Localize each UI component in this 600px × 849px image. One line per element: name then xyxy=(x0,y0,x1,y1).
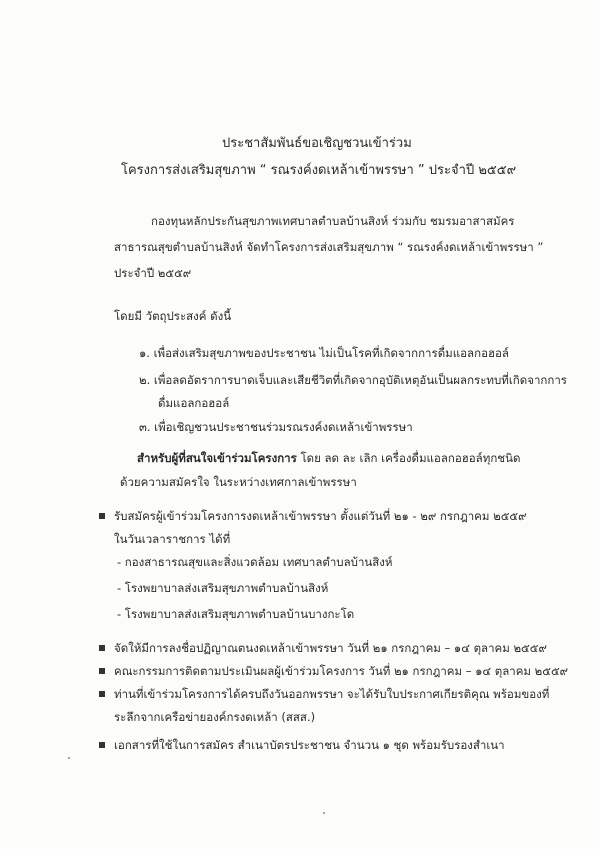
bullet-certificate-cont: ระลึกจากเครือข่ายองค์กรงดเหล้า (สสส.) xyxy=(114,710,316,724)
objective-3: ๓. เพื่อเชิญชวนประชาชนร่วมรณรงค์งดเหล้าเข้าพรรษา xyxy=(139,420,413,434)
registration-line-2: ในวันเวลาราชการ ได้ที่ xyxy=(114,532,231,546)
bullet-pledge: จัดให้มีการลงชื่อปฏิญาณตนงดเหล้าเข้าพรรษา วันที่ ๒๑ กรกฎาคม – ๑๔ ตุลาคม ๒๕๕๙ xyxy=(114,641,547,655)
square-bullet-icon xyxy=(99,645,105,651)
intro-line-2: สาธารณสุขตำบลบ้านสิงห์ จัดทำโครงการส่งเสริมสุขภาพ “ รณรงค์งดเหล้าเข้าพรรษา ” xyxy=(114,240,544,254)
square-bullet-icon xyxy=(99,668,105,674)
invite-line-2: ด้วยความสมัครใจ ในระหว่างเทศกาลเข้าพรรษา xyxy=(120,475,357,489)
invite-line-1 xyxy=(137,450,520,466)
square-bullet-icon xyxy=(99,513,105,519)
title-line-1: ประชาสัมพันธ์ขอเชิญชวนเข้าร่วม xyxy=(222,136,412,151)
scan-speck xyxy=(323,812,325,814)
invite-bold: สำหรับผู้ที่สนใจเข้าร่วมโครงการ xyxy=(137,451,297,465)
registration-place-1: - กองสาธารณสุขและสิ่งแวดล้อม เทศบาลตำบลบ้านสิงห์ xyxy=(117,555,393,569)
objective-2: ๒. เพื่อลดอัตราการบาดเจ็บและเสียชีวิตที่เกิดจากอุบัติเหตุอันเป็นผลกระทบที่เกิดจากการ xyxy=(139,373,567,387)
registration-place-3: - โรงพยาบาลส่งเสริมสุขภาพตำบลบ้านบางกะโด xyxy=(117,607,355,621)
objective-1: ๑. เพื่อส่งเสริมสุขภาพของประชาชน ไม่เป็นโรคที่เกิดจากการดื่มแอลกอฮอล์ xyxy=(139,346,509,360)
scan-speck xyxy=(68,757,70,759)
objectives-heading: โดยมี วัตถุประสงค์ ดังนี้ xyxy=(114,309,232,323)
bullet-documents: เอกสารที่ใช้ในการสมัคร สำเนาบัตรประชาชน จำนวน ๑ ชุด พร้อมรับรองสำเนา xyxy=(114,738,505,752)
intro-line-3: ประจำปี ๒๕๕๙ xyxy=(114,266,192,280)
intro-line-1: กองทุนหลักประกันสุขภาพเทศบาลตำบลบ้านสิงห์ ร่วมกับ ชมรมอาสาสมัคร xyxy=(151,214,515,228)
registration-line-1: รับสมัครผู้เข้าร่วมโครงการงดเหล้าเข้าพรรษา ตั้งแต่วันที่ ๒๑ - ๒๙ กรกฎาคม ๒๕๕๙ xyxy=(114,509,527,523)
square-bullet-icon xyxy=(99,742,105,748)
title-line-2: โครงการส่งเสริมสุขภาพ “ รณรงค์งดเหล้าเข้าพรรษา ” ประจำปี ๒๕๕๙ xyxy=(121,163,517,178)
registration-place-2: - โรงพยาบาลส่งเสริมสุขภาพตำบลบ้านสิงห์ xyxy=(117,581,329,595)
bullet-certificate: ท่านที่เข้าร่วมโครงการได้ครบถึงวันออกพรรษา จะได้รับใบประกาศเกียรติคุณ พร้อมของที่ xyxy=(114,687,550,701)
invite-rest: โดย ลด ละ เลิก เครื่องดื่มแอลกอฮอล์ทุกชนิด xyxy=(296,451,521,465)
square-bullet-icon xyxy=(99,691,105,697)
bullet-committee: คณะกรรมการติดตามประเมินผลผู้เข้าร่วมโครงการ วันที่ ๒๑ กรกฎาคม – ๑๔ ตุลาคม ๒๕๕๙ xyxy=(114,664,569,678)
objective-2-cont: ดื่มแอลกอฮอล์ xyxy=(158,396,230,410)
